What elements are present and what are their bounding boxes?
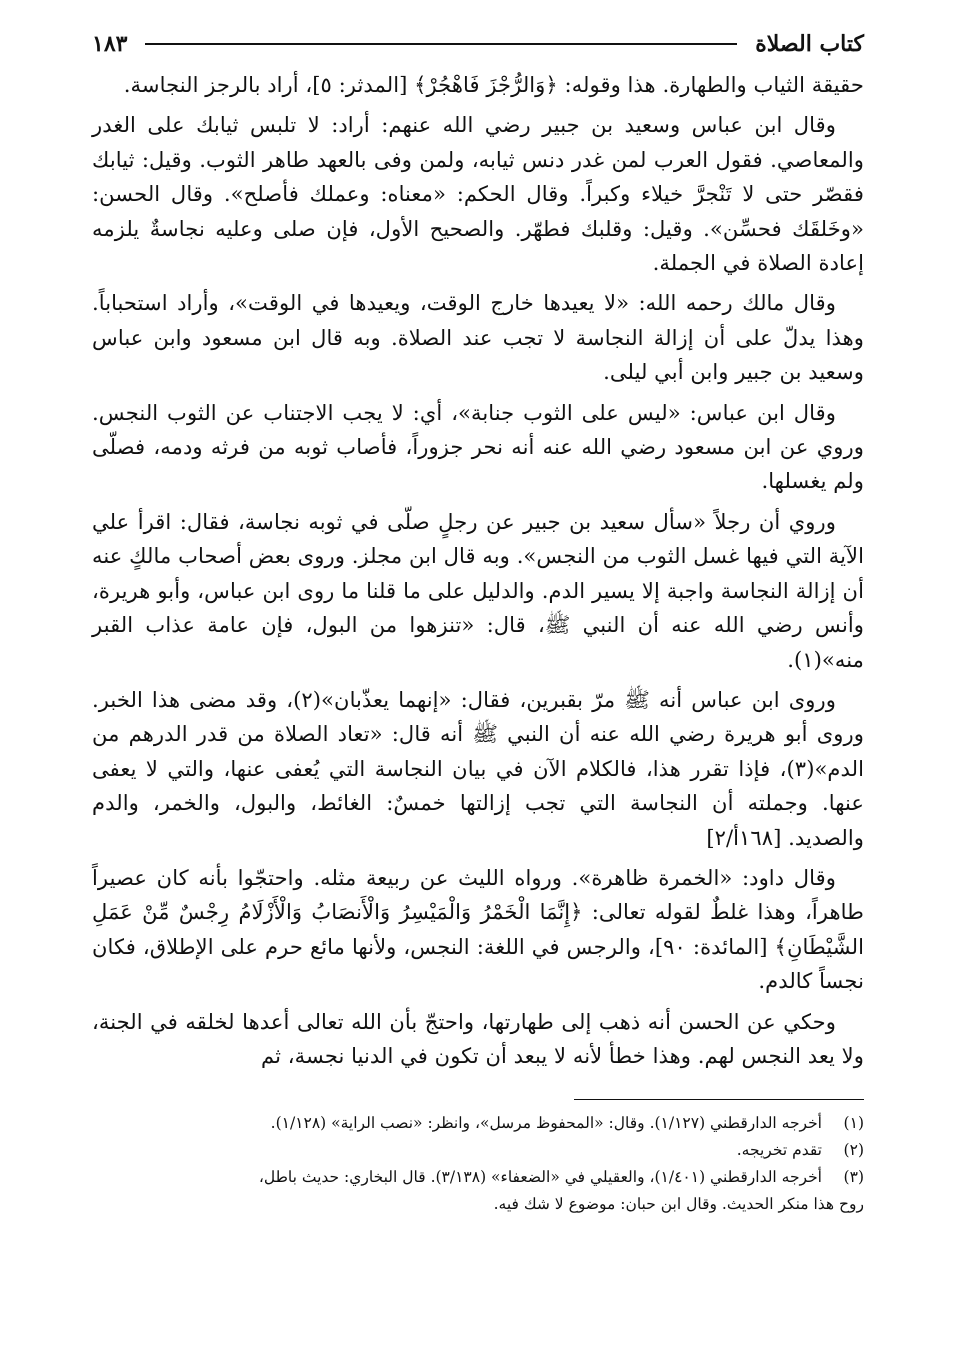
- footnote: [92, 1110, 864, 1137]
- paragraph: وروى ابن عباس أنه ﷺ مرّ بقبرين، فقال: «إنهما يعذّبان»(٢)، وقد مضى هذا الخبر. وروى أبو هريرة رضي الله عنه أن النبي ﷺ أنه قال: «تعاد الصلاة من قدر الدرهم من الدم»(٣)، فإذا تقرر هذا، فالكلام الآن في بيان النجاسة التي يُعفى عنها، والتي لا يعفى عنها. وجملته أن النجاسة التي تجب إزالتها خمسٌ: الغائط، والبول، والخمر، والدم والصديد. [١٦٨أ/٢]: [92, 686, 864, 850]
- paragraph: حقيقة الثياب والطهارة. هذا وقوله: ﴿وَالرُّجْزَ فَاهْجُرْ﴾ [المدثر: ٥]، أراد بالرجز النجاسة.: [123, 72, 864, 97]
- paragraph: وقال مالك رحمه الله: «لا يعيدها خارج الوقت، ويعيدها في الوقت»، وأراد استحباباً. وهذا يدلّ على أن إزالة النجاسة لا تجب عند الصلاة. وبه قال ابن مسعود وابن عباس وسعيد بن جبير وابن أبي ليلى.: [92, 290, 864, 385]
- header-rule: [145, 43, 737, 45]
- main-text: [92, 68, 864, 1073]
- footnote-text: أخرجه الدارقطني (١/١٢٧). وقال: «المحفوظ مرسل»، وانظر: «نصب الراية» (١/١٢٨).: [270, 1114, 822, 1133]
- page-header: [92, 22, 864, 66]
- footnote-number: (٣): [843, 1168, 864, 1187]
- footnotes: [92, 1110, 864, 1218]
- footnote-continuation: [92, 1191, 864, 1218]
- paragraph: وروي أن رجلاً «سأل سعيد بن جبير عن رجلٍ صلّى في ثوبه نجاسة، فقال: اقرأ علي الآية التي فيها غسل الثوب من النجس». وبه قال ابن مجلز. وروى بعض أصحاب مالكٍ عنه أن إزالة النجاسة واجبة إلا يسير الدم. والدليل على ما قلنا ما روى ابن عباس، وأبو هريرة، وأنس رضي الله عنه أن النبي ﷺ، قال: «تنزهوا من البول، فإن عامة عذاب القبر منه»(١).: [92, 508, 864, 672]
- paragraph: وقال ابن عباس وسعيد بن جبير رضي الله عنهم: أراد: لا تلبس ثيابك على الغدر والمعاصي. فقول العرب لمن غدر دنس ثيابه، ولمن وفى بالعهد طاهر الثوب. وقيل: ثيابك فقصّر حتى لا تَنْجرَّ خيلاء وكبراً. وقال الحكم: «معناه: وعملك فأصلح». وقال الحسن: «وخَلقَك فحسِّن». وقيل: وقلبك فطهّر. والصحيح الأول، فإن صلى وعليه نجاسةٌ يلزمه إعادة الصلاة في الجملة.: [92, 112, 864, 276]
- footnote-text: روح هذا منكر الحديث. وقال ابن حبان: موضوع لا شك فيه.: [493, 1195, 864, 1214]
- footnote: [92, 1164, 864, 1191]
- book-page: [92, 22, 864, 1218]
- footnote-text: أخرجه الدارقطني (١/٤٠١)، والعقيلي في «الضعفاء» (٣/١٣٨). قال البخاري: حديث باطل،: [258, 1168, 822, 1187]
- footnote-separator: [574, 1099, 864, 1100]
- footnote-number: (٢): [843, 1141, 864, 1160]
- footnote-number: (١): [843, 1114, 864, 1133]
- page-number: ١٨٣: [92, 31, 128, 57]
- paragraph: وقال ابن عباس: «ليس على الثوب جنابة»، أي: لا يجب الاجتناب عن الثوب النجس. وروي عن ابن مسعود رضي الله عنه أنه نحر جزوراً، فأصاب ثوبه من فرثه ودمه، فصلّى ولم يغسلها.: [92, 399, 864, 494]
- footnote: [92, 1137, 864, 1164]
- chapter-title: كتاب الصلاة: [755, 31, 864, 57]
- footnote-text: تقدم تخريجه.: [736, 1141, 822, 1160]
- paragraph: وقال داود: «الخمرة ظاهرة». ورواه الليث عن ربيعة مثله. واحتجّوا بأنه كان عصيراً طاهراً، وهذا غلطٌ لقوله تعالى: ﴿إِنَّمَا الْخَمْرُ وَالْمَيْسِرُ وَالْأَنصَابُ وَالْأَزْلَامُ رِجْسٌ مِّنْ عَمَلِ الشَّيْطَانِ﴾ [المائدة: ٩٠]، والرجس في اللغة: النجس، ولأنها مائع حرم على الإطلاق، فكان نجساً كالدم.: [92, 864, 864, 994]
- paragraph: وحكي عن الحسن أنه ذهب إلى طهارتها، واحتجّ بأن الله تعالى أعدها لخلقه في الجنة، ولا يعد النجس لهم. وهذا خطأ لأنه لا يبعد أن تكون في الدنيا نجسة، ثم: [92, 1008, 864, 1068]
